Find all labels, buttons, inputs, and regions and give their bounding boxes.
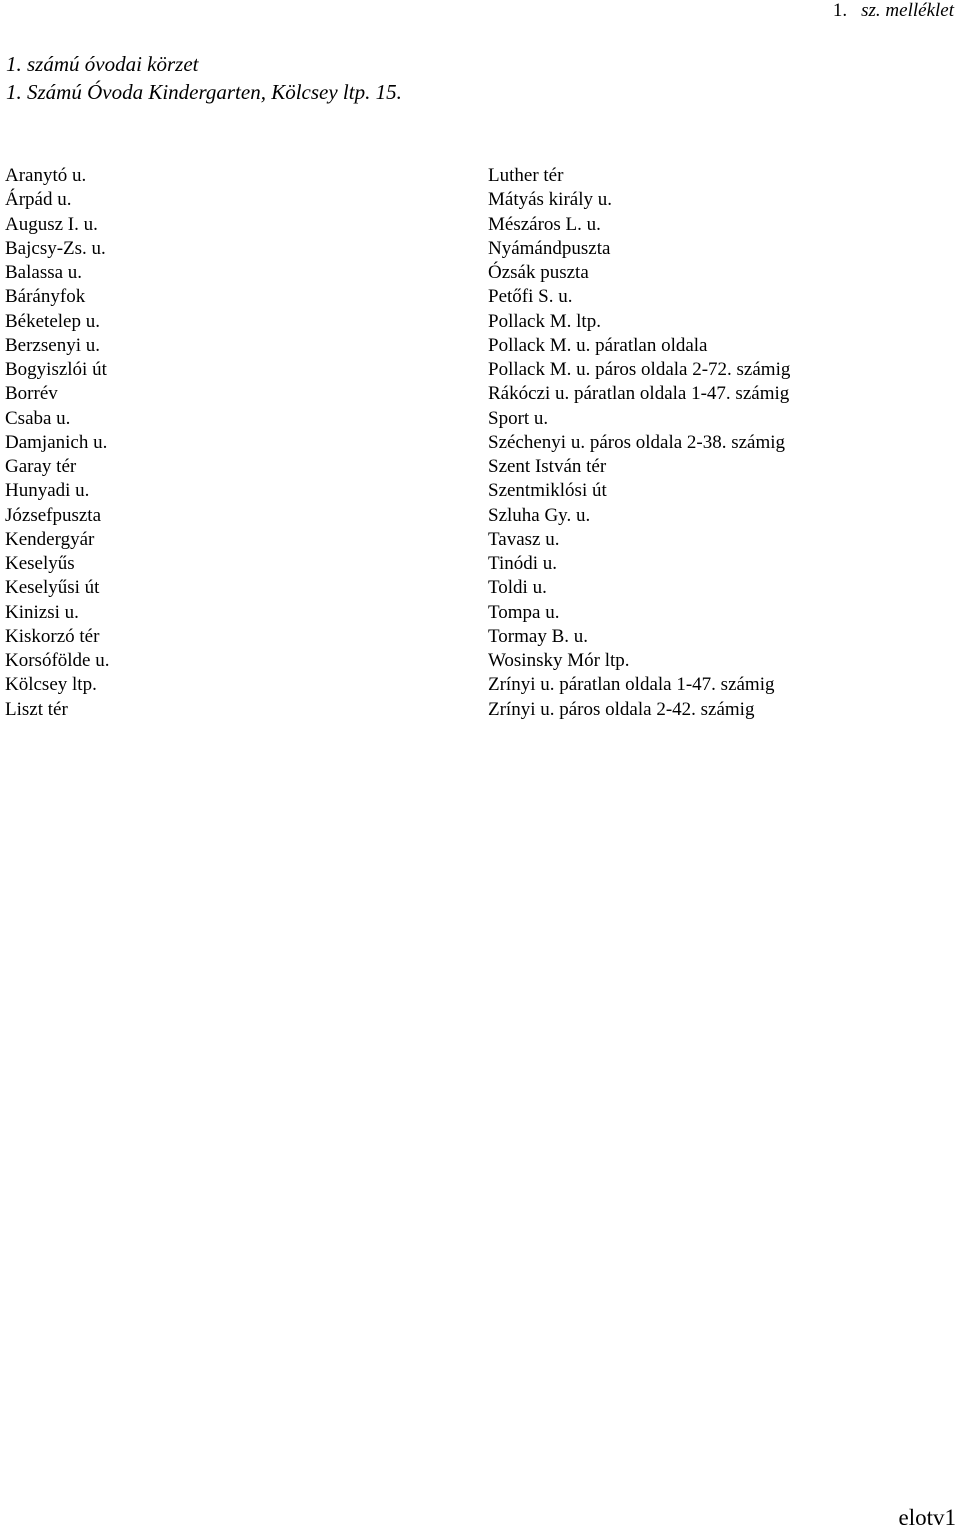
street-item: Bogyiszlói út — [5, 359, 107, 380]
street-item: Józsefpuszta — [5, 504, 102, 526]
street-item: Rákóczi u. páratlan oldala 1-47. számig — [488, 383, 790, 405]
street-item: Toldi u. — [488, 577, 547, 599]
street-item: Ózsák puszta — [488, 262, 589, 283]
street-item: Csaba u. — [5, 407, 71, 429]
street-item: Pollack M. u. páros oldala 2-72. számig — [488, 359, 791, 380]
footer-code: elotv1 — [898, 1505, 956, 1530]
street-item: Tavasz u. — [488, 528, 560, 550]
street-item: Zrínyi u. páros oldala 2-42. számig — [488, 698, 755, 720]
street-list-left — [5, 164, 109, 722]
street-item: Liszt tér — [5, 698, 68, 720]
street-item: Luther tér — [488, 165, 564, 186]
kindergarten-title: 1. Számú Óvoda Kindergarten, Kölcsey ltp. 15. — [6, 80, 402, 104]
street-item: Pollack M. u. páratlan oldala — [488, 334, 708, 356]
street-item: Tormay B. u. — [488, 625, 588, 647]
street-item: Keselyűsi út — [5, 577, 100, 599]
street-item: Garay tér — [5, 456, 77, 477]
street-item: Tinódi u. — [488, 553, 557, 574]
street-item: Tompa u. — [488, 601, 560, 623]
street-item: Kölcsey ltp. — [5, 674, 97, 696]
street-item: Szluha Gy. u. — [488, 504, 591, 526]
document-heading — [6, 50, 402, 106]
street-item: Keselyűs — [5, 553, 75, 574]
street-item: Szent István tér — [488, 456, 607, 477]
street-item: Sport u. — [488, 407, 549, 429]
street-item: Wosinsky Mór ltp. — [488, 650, 630, 671]
street-list-right — [488, 164, 790, 722]
street-item: Béketelep u. — [5, 310, 100, 332]
street-item: Pollack M. ltp. — [488, 310, 601, 332]
street-item: Augusz I. u. — [5, 213, 98, 235]
annex-label — [833, 0, 954, 22]
street-item: Korsóföldе u. — [5, 650, 110, 671]
street-item: Aranytó u. — [5, 165, 87, 186]
street-item: Petőfi S. u. — [488, 286, 573, 308]
street-item: Zrínyi u. páratlan oldala 1-47. számig — [488, 674, 775, 696]
street-item: Mészáros L. u. — [488, 213, 601, 235]
street-item: Bárányfok — [5, 286, 86, 308]
street-item: Szentmiklósi út — [488, 480, 607, 502]
street-item: Borrév — [5, 383, 58, 405]
street-item: Damjanich u. — [5, 431, 108, 453]
annex-number: 1. — [832, 0, 848, 21]
street-item: Kinizsi u. — [5, 601, 79, 623]
street-item: Nyámándpuszta — [488, 237, 611, 259]
street-item: Balassa u. — [5, 262, 83, 283]
street-item: Bajcsy-Zs. u. — [5, 237, 106, 259]
street-item: Széchenyi u. páros oldala 2-38. számig — [488, 431, 786, 453]
street-item: Árpád u. — [5, 189, 72, 211]
street-item: Kendergyár — [5, 528, 95, 550]
street-item: Berzsenyi u. — [5, 334, 100, 356]
street-item: Hunyadi u. — [5, 480, 90, 502]
district-title: 1. számú óvodai körzet — [6, 52, 199, 76]
annex-text: sz. melléklet — [861, 0, 954, 21]
street-item: Kiskorzó tér — [5, 625, 100, 647]
street-item: Mátyás király u. — [488, 189, 613, 211]
